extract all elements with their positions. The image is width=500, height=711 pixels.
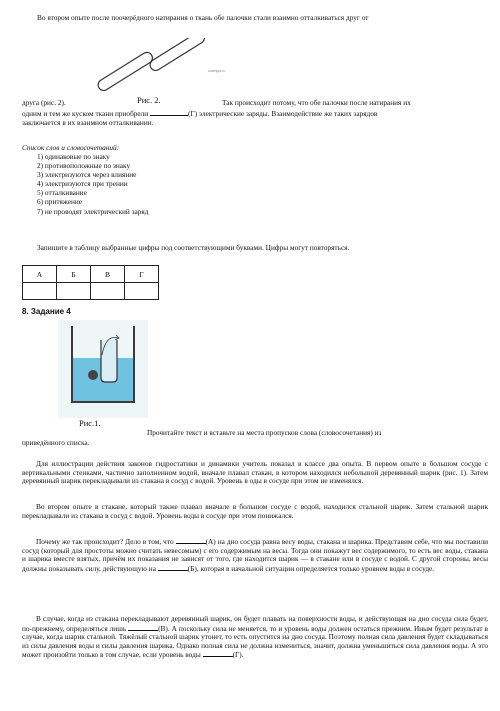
blank-v[interactable] xyxy=(128,624,158,631)
para1-l2a: одним и тем же куском ткани приобрели xyxy=(22,109,149,118)
list-item: 3) электризуются через влияние xyxy=(37,170,137,180)
ball-icon xyxy=(88,370,98,380)
para1-end: Так происходит потому, что обе палочки после натирания их xyxy=(222,98,411,107)
table-instruction: Запишите в таблицу выбранные цифры под соответствующими буквами. Цифры могут повторяться. xyxy=(37,243,350,252)
glass-icon xyxy=(101,340,117,382)
answer-header-b: Б xyxy=(57,266,91,283)
answer-cell[interactable] xyxy=(57,283,91,300)
para1-l2b: (Г) электрические заряды. Взаимодействие же таких зарядов xyxy=(188,109,378,118)
list-title: Список слов и словосочетаний: xyxy=(22,143,120,152)
p4-part-a: В случае, когда из стакана перекладывают деревянный шарик, он будет плавать на поверхности воды, и действующая на дно сосуда сила будет, по-прежнему, определяться лишь xyxy=(22,614,488,633)
watermark-text: sdamgia.ru xyxy=(208,69,226,73)
answer-cell[interactable] xyxy=(125,283,159,300)
paragraph-4 xyxy=(22,615,488,660)
word-list xyxy=(37,152,149,216)
list-item: 7) не проводят электрический заряд xyxy=(37,206,149,216)
figure-2-caption: Рис. 2. xyxy=(137,95,161,105)
answer-header-g: Г xyxy=(125,266,159,283)
answer-cell[interactable] xyxy=(23,283,57,300)
answer-header-v: В xyxy=(91,266,125,283)
paragraph-1: Для иллюстрации действия законов гидростатики и динамики учитель показал в классе два опыта. В первом опыте в большом сосуде с вертикальными стенками, частично заполненном водой, вначале плавал стакан, в котором находился небольшой деревянный шарик (рис. 1). Затем деревянный шарик перекладывали из стакана в сосуд с водой. Уровень в оды в сосуде при этом не изменялся. xyxy=(22,459,488,486)
figure-2-sticks xyxy=(90,38,240,96)
paragraph-2: Во втором опыте в стакане, который также плавал вначале в большом сосуде с водой, находился стальной шарик. Затем стальной шарик перекладывали из стакана в сосуд с водой. Уровень воды в сосуде при этом понижался. xyxy=(22,502,488,520)
intro-line: Во втором опыте после поочерёдного натирания о ткань обе палочки стали взаимно отталкиваться друг от xyxy=(37,13,369,22)
list-item: 5) отталкивание xyxy=(37,188,87,198)
p3-part-b: (А) на дно сосуда равна весу воды, стакана и шарика. Представим себе, что мы поставили сосуд (который для простоты можно считать невесомым) с его содержимым на весы. Тогда они покажут вес содержимого, то есть вес воды, стакана и шарика вместе взятых, причём их показания не зависят от того, где находится шарик — в стакане или в сосуде с водой. С другой стороны, весы должны показывать силу, действующую на xyxy=(22,537,488,573)
para1-start: друга (рис. 2). xyxy=(22,98,66,107)
instruction-line2: приведённого списка. xyxy=(22,438,90,447)
list-item: 4) электризуются при трении xyxy=(37,179,128,189)
figure-1-vessel xyxy=(58,320,148,418)
blank-g2[interactable] xyxy=(203,650,233,657)
blank-g[interactable] xyxy=(150,109,188,116)
p4-part-b: (В). А поскольку сила не меняется, то и уровень воды должен остаться прежним. Иным будет результат в случае, когда шарик стальной. Тяжёлый стальной шарик утонет, то есть опустится на дно сосуда. Поэтому полная сила давления будет складываться из силы давления воды и силы давления шарика. Однако полная сила не должна измениться, значит, должна уменьшиться сила давления воды. А это может произойти только в том случае, если уровень воды xyxy=(22,623,488,660)
p4-part-c: (Г). xyxy=(232,650,244,660)
list-item: 1) одинаковые по знаку xyxy=(37,152,110,161)
p3-part-a: Почему же так происходит? Дело в том, что xyxy=(36,537,174,546)
answer-cell[interactable] xyxy=(91,283,125,300)
answer-table xyxy=(22,265,159,300)
p3-part-c: (Б), которая в начальной ситуации определяется только уровнем воды в сосуде. xyxy=(187,563,435,573)
answer-header-a: А xyxy=(23,266,57,283)
blank-b[interactable] xyxy=(158,564,188,571)
stick-icon xyxy=(96,50,154,92)
paragraph-3 xyxy=(22,537,488,573)
task-title: 8. Задание 4 xyxy=(22,307,71,316)
blank-a[interactable] xyxy=(176,537,206,544)
list-item: 6) притяжение xyxy=(37,197,83,207)
stick-icon xyxy=(148,38,206,73)
list-item: 2) противоположные по знаку xyxy=(37,161,131,171)
instruction-line1: Прочитайте текст и вставьте на места пропусков слова (словосочетания) из xyxy=(147,428,382,437)
figure-1-caption: Рис.1. xyxy=(79,418,101,428)
para1-line3: заключается в их взаимном отталкивании. xyxy=(22,118,154,127)
